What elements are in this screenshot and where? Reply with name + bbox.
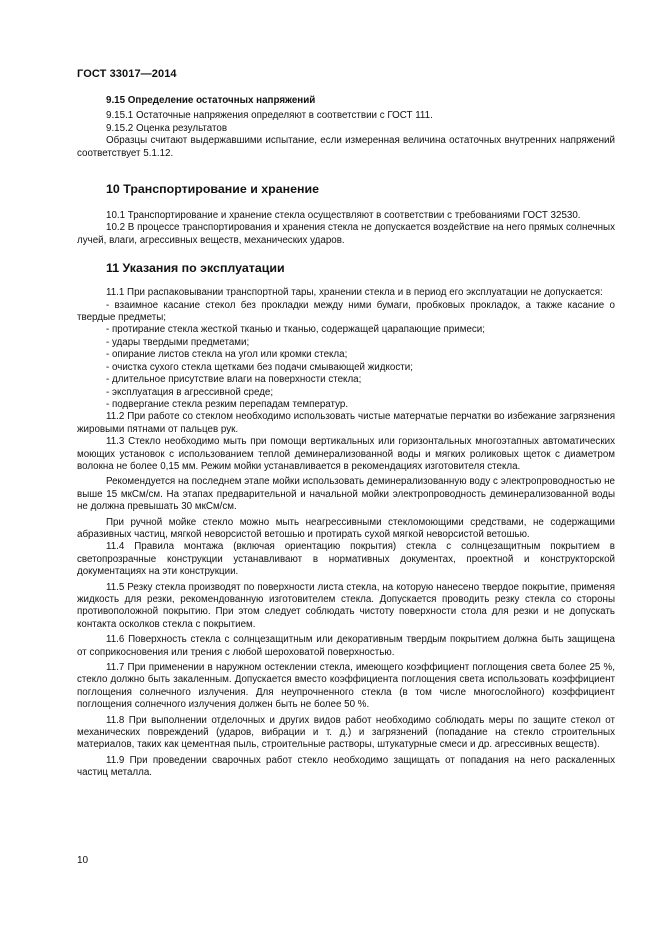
- prohibition-list: [77, 300, 615, 412]
- paragraph-11-2: 11.2 При работе со стеклом необходимо использовать чистые матерчатые перчатки во избежание загрязнения жировыми пятнами от пальцев рук.: [77, 411, 615, 435]
- paragraph-11-4: 11.4 Правила монтажа (включая ориентацию покрытия) стекла с солнцезащитным покрытием в светопрозрачные конструкции устанавливают в нормативных документах, проектной и конструкторской документациях на эти конструкции.: [77, 541, 615, 578]
- list-item: - опирание листов стекла на угол или кромки стекла;: [106, 349, 348, 361]
- list-item: - взаимное касание стекол без прокладки между ними бумаги, пробковых прокладок, а также касание о твердые предметы;: [77, 299, 615, 324]
- list-item: - эксплуатация в агрессивной среде;: [106, 386, 274, 398]
- page-number: 10: [77, 855, 89, 866]
- paragraph-10-2: 10.2 В процессе транспортирования и хранения стекла не допускается воздействие на него прямых солнечных лучей, влаги, агрессивных веществ, механических ударов.: [77, 222, 615, 246]
- paragraph-11-3: 11.3 Стекло необходимо мыть при помощи вертикальных или горизонтальных многоэтапных автоматических моющих установок с использованием теплой деминерализованной воды и мягких роликовых щеток с диаметром волокна не более 0,15 мм. Режим мойки устанавливается в рекомендациях изготовителя стекла.: [77, 436, 615, 472]
- subsection-title-9-15: 9.15 Определение остаточных напряжений: [106, 95, 316, 106]
- paragraph-11-9: 11.9 При проведении сварочных работ стекло необходимо защищать от попадания на него раскаленных частиц металла.: [77, 754, 615, 779]
- paragraph-11-6: 11.6 Поверхность стекла с солнцезащитным или декоративным твердым покрытием должна быть защищена от соприкосновения или трения с любой шероховатой поверхностью.: [77, 634, 615, 658]
- paragraph-11-3-manual-washing: При ручной мойке стекло можно мыть неагрессивными стекломоющими средствами, не содержащими абразивных частиц, мягкой неворсистой ветошью и протирать сухой мягкой неворсистой ветошью.: [77, 516, 615, 540]
- document-code-header: ГОСТ 33017—2014: [77, 68, 177, 80]
- list-item: - удары твердыми предметами;: [106, 336, 250, 348]
- paragraph-11-8: 11.8 При выполнении отделочных и других видов работ необходимо соблюдать меры по защите стекол от механических повреждений (ударов, вибрации и т. д.) и загрязнений (попадание на стекло строительных материалов, таких как цементная пыль, строительные растворы, штукатурные смеси и др. агрессивных веществ).: [77, 714, 615, 751]
- list-item: - протирание стекла жесткой тканью и тканью, содержащей царапающие примеси;: [106, 324, 485, 336]
- paragraph-9-15-2-text: Образцы считают выдержавшими испытание, если измеренная величина остаточных внутренних напряжений соответствует 5.1.12.: [77, 135, 615, 159]
- paragraph-11-7: 11.7 При применении в наружном остеклении стекла, имеющего коэффициент поглощения света более 25 %, стекло должно быть закаленным. Допускается вместо коэффициента поглощения света использовать коэффициент поглощения солнечного излучения. Для неупрочненного стекла (в том числе многослойного) коэффициент поглощения солнечного излучения должен быть не более 50 %.: [77, 662, 615, 711]
- paragraph-9-15-1: 9.15.1 Остаточные напряжения определяют в соответствии с ГОСТ 111.: [106, 110, 433, 122]
- paragraph-10-1: 10.1 Транспортирование и хранение стекла осуществляют в соответствии с требованиями ГОСТ 32530.: [106, 210, 581, 222]
- list-item: - подвергание стекла резким перепадам температур.: [106, 398, 349, 410]
- document-body: [77, 95, 615, 780]
- section-title-11: 11 Указания по эксплуатации: [106, 261, 285, 276]
- paragraph-11-3-washing-recommendation: Рекомендуется на последнем этапе мойки использовать деминерализованную воду с электропроводностью не выше 15 мкСм/см. На этапах предварительной и начальной мойки электропроводность деминерализованной воды не должна превышать 30 мкСм/см.: [77, 476, 615, 513]
- paragraph-11-5: 11.5 Резку стекла производят по поверхности листа стекла, на которую нанесено твердое покрытие, применяя жидкость для резки, рекомендованную изготовителем стекла. Допускается проводить резку стекла со стороны противоположной покрытию. При этом следует соблюдать чистоту поверхности стола для резки и не допускать контакта осколков стекла с покрытием.: [77, 581, 615, 630]
- list-item: - длительное присутствие влаги на поверхности стекла;: [106, 374, 362, 386]
- list-item: - очистка сухого стекла щетками без подачи смывающей жидкости;: [106, 361, 413, 373]
- paragraph-11-1: 11.1 При распаковывании транспортной тары, хранении стекла и в период его эксплуатации не допускается:: [106, 287, 603, 299]
- section-title-10: 10 Транспортирование и хранение: [106, 182, 319, 197]
- paragraph-9-15-2: 9.15.2 Оценка результатов: [106, 122, 228, 134]
